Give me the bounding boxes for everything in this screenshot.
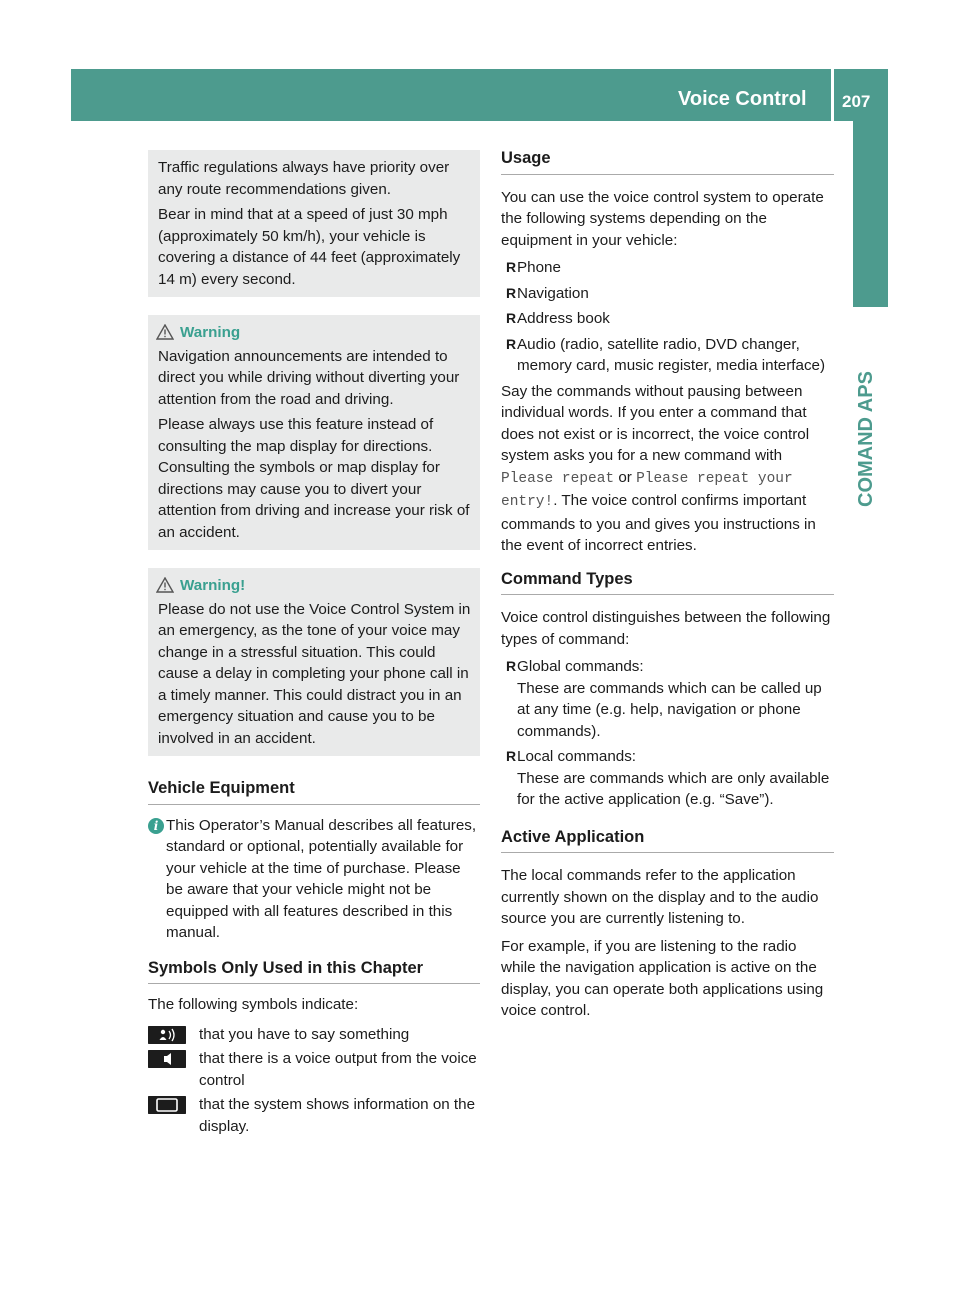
list-item-text: Navigation xyxy=(517,284,589,302)
warning-paragraph: Navigation announcements are intended to direct you while driving without diverting your attention from the road and driving. xyxy=(158,347,460,408)
list-item xyxy=(501,656,834,742)
bullet-mark: R xyxy=(506,259,517,275)
warning-title xyxy=(158,575,472,597)
warning-paragraph: Please always use this feature instead of consulting the map display for directions. Consulting the symbols or map display for directions may cause you to divert your attention from driving and increase your risk of an accident. xyxy=(158,416,470,541)
usage-intro: You can use the voice control system to operate the following systems depending on the equipment in your vehicle: xyxy=(501,188,824,249)
right-column xyxy=(501,148,834,1022)
active-application-paragraph: For example, if you are listening to the radio while the navigation application is active on the display, you can operate both applications using voice control. xyxy=(501,937,824,1019)
symbol-row-display xyxy=(148,1094,480,1137)
symbol-description: that you have to say something xyxy=(199,1025,410,1043)
list-item-title: Local commands: xyxy=(517,748,637,765)
traffic-note-paragraph: Traffic regulations always have priority over any route recommendations given. xyxy=(158,159,450,198)
header-divider xyxy=(831,69,834,121)
bullet-mark: R xyxy=(506,335,517,352)
symbol-description: that the system shows information on the display. xyxy=(199,1096,476,1135)
side-tab-text: COMAND APS xyxy=(855,371,877,507)
list-item-title: Global commands: xyxy=(517,658,644,675)
usage-instructions xyxy=(501,381,834,557)
command-types-intro: Voice control distinguishes between the following types of command: xyxy=(501,609,831,648)
list-item xyxy=(501,334,834,377)
list-item-text: Audio (radio, satellite radio, DVD changer, memory card, music register, media interface) xyxy=(517,335,826,374)
warning-title-text: Warning xyxy=(180,324,241,341)
traffic-note-box xyxy=(148,150,480,297)
bullet-mark: R xyxy=(506,748,517,764)
warning-triangle-icon xyxy=(156,324,174,340)
left-column xyxy=(148,150,480,1140)
list-item xyxy=(501,283,834,305)
symbol-row-voice-output xyxy=(148,1048,480,1091)
display-icon xyxy=(148,1096,186,1114)
section-heading-usage: Usage xyxy=(501,148,834,175)
list-item xyxy=(501,308,834,330)
section-heading-vehicle-equipment: Vehicle Equipment xyxy=(148,778,480,805)
active-application-paragraph: The local commands refer to the application currently shown on the display and to the audio source you are currently listening to. xyxy=(501,867,819,927)
warning-box xyxy=(148,315,480,550)
usage-text: Say the commands without pausing between individual words. If you enter a command that does not exist or is incorrect, the voice control system asks you for a new command with xyxy=(501,382,810,464)
section-heading-symbols: Symbols Only Used in this Chapter xyxy=(148,958,480,985)
warning-paragraph: Please do not use the Voice Control System in an emergency, as the tone of your voice may change in a stressful situation. This could cause a delay in completing your phone call in a timely manner. This could distract you in an emergency situation and cause you to be involved in an accident. xyxy=(158,600,471,747)
voice-output-icon xyxy=(148,1050,186,1068)
list-item-text: Address book xyxy=(517,310,610,327)
info-note xyxy=(148,815,480,944)
warning-title xyxy=(158,322,472,344)
symbol-row-speak xyxy=(148,1024,480,1046)
voice-command-please-repeat-entry: Please repeat your entry! xyxy=(501,470,793,510)
symbol-description: that there is a voice output from the voice control xyxy=(199,1050,477,1089)
list-item-text: These are commands which are only available for the active application (e.g. “Save”). xyxy=(517,769,830,808)
traffic-note-paragraph: Bear in mind that at a speed of just 30 mph (approximately 50 km/h), your vehicle is covering a distance of 44 feet (approximately 14 m) every second. xyxy=(158,206,461,288)
side-tab xyxy=(853,121,888,307)
symbols-intro: The following symbols indicate: xyxy=(148,996,359,1013)
voice-command-please-repeat: Please repeat xyxy=(501,470,615,487)
usage-text-or: or xyxy=(614,468,637,486)
usage-text: . The voice control confirms important commands to you and gives you instructions in the event of incorrect entries. xyxy=(501,492,816,554)
page-number: 207 xyxy=(842,92,871,111)
warning-triangle-icon xyxy=(156,577,174,593)
info-note-text: This Operator’s Manual describes all features, standard or optional, potentially available for your vehicle at the time of purchase. Please be aware that your vehicle might not be equipped with all features described in this manual. xyxy=(166,816,477,941)
list-item-text: Phone xyxy=(517,259,561,276)
bullet-mark: R xyxy=(506,658,517,674)
info-icon: i xyxy=(148,818,164,834)
section-heading-active-application: Active Application xyxy=(501,827,834,854)
warning-title-text: Warning! xyxy=(180,577,246,594)
side-tab-label xyxy=(855,307,885,507)
list-item-text: These are commands which can be called up at any time (e.g. help, navigation or phone commands). xyxy=(517,679,822,740)
list-item xyxy=(501,257,834,279)
section-heading-command-types: Command Types xyxy=(501,569,834,596)
bullet-mark: R xyxy=(506,310,517,326)
speak-icon xyxy=(148,1026,186,1044)
bullet-mark: R xyxy=(506,284,517,301)
page-title: Voice Control xyxy=(678,88,807,110)
list-item xyxy=(501,746,834,811)
emergency-warning-box xyxy=(148,568,480,756)
